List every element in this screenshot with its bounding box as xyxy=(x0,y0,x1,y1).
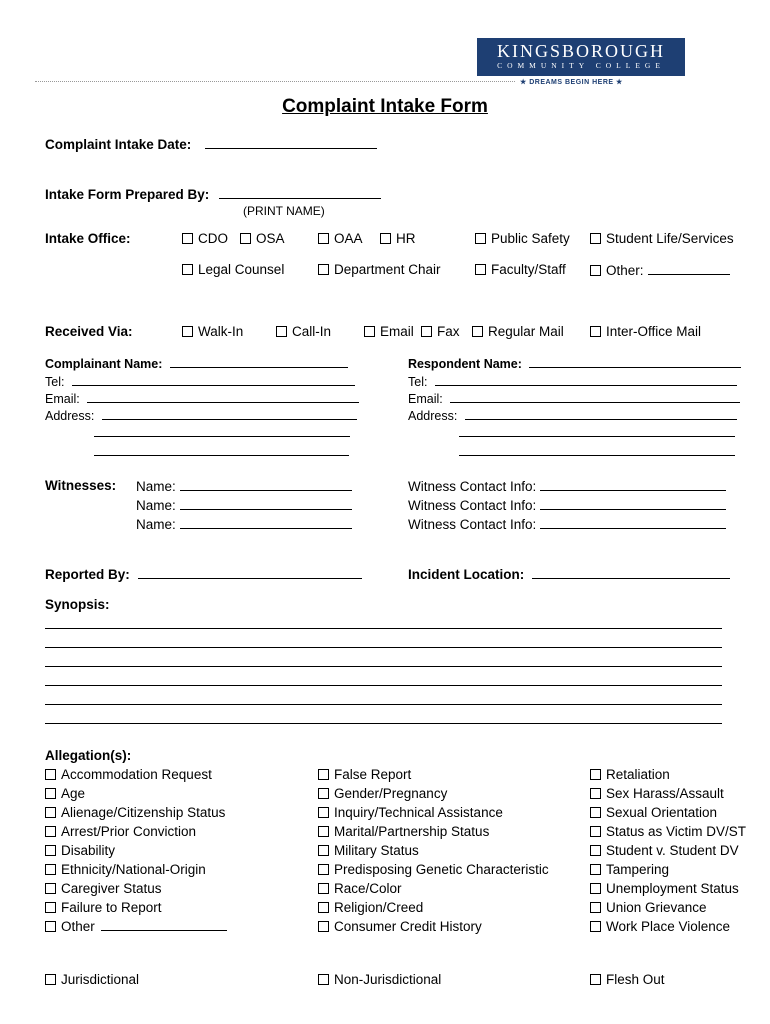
complainant-name-row xyxy=(45,355,348,371)
respondent-name-row xyxy=(408,355,741,371)
allegation-checkbox[interactable]: Arrest/Prior Conviction xyxy=(45,822,227,841)
allegation-checkbox[interactable]: Predisposing Genetic Characteristic xyxy=(318,860,549,879)
checkbox-icon xyxy=(318,921,329,932)
synopsis-line-1[interactable] xyxy=(45,628,722,629)
prepared-by-label: Intake Form Prepared By: xyxy=(45,187,210,202)
checkbox-icon xyxy=(590,974,601,985)
complainant-email-field[interactable] xyxy=(87,390,359,403)
checkbox-icon xyxy=(45,845,56,856)
logo-subtitle: COMMUNITY COLLEGE xyxy=(497,61,665,70)
checkbox-icon xyxy=(590,902,601,913)
complainant-tel-field[interactable] xyxy=(72,373,355,386)
complainant-address-label: Address: xyxy=(45,409,95,423)
checkbox-icon xyxy=(318,769,329,780)
jurisdictional-checkbox[interactable]: Jurisdictional xyxy=(45,972,139,987)
intake-date-field[interactable] xyxy=(205,136,377,149)
intake-office-label: Intake Office: xyxy=(45,231,131,246)
respondent-address-field[interactable] xyxy=(465,407,737,420)
office-dept-chair-checkbox[interactable]: Department Chair xyxy=(318,262,441,277)
checkbox-icon xyxy=(240,233,251,244)
complainant-tel-label: Tel: xyxy=(45,375,65,389)
checkbox-icon xyxy=(590,845,601,856)
incident-location-row xyxy=(408,566,730,582)
checkbox-icon xyxy=(590,883,601,894)
allegation-checkbox[interactable]: Military Status xyxy=(318,841,549,860)
checkbox-icon xyxy=(45,807,56,818)
respondent-email-field[interactable] xyxy=(450,390,740,403)
checkbox-icon xyxy=(380,233,391,244)
allegation-checkbox[interactable]: Tampering xyxy=(590,860,746,879)
allegation-checkbox[interactable]: Disability xyxy=(45,841,227,860)
allegation-checkbox[interactable]: Accommodation Request xyxy=(45,765,227,784)
received-via-label: Received Via: xyxy=(45,324,133,339)
respondent-tel-row xyxy=(408,373,737,389)
allegation-checkbox[interactable]: Work Place Violence xyxy=(590,917,746,936)
respondent-name-label: Respondent Name: xyxy=(408,357,522,371)
checkbox-icon xyxy=(590,233,601,244)
via-callin-checkbox[interactable]: Call-In xyxy=(276,324,331,339)
complainant-address-row xyxy=(45,407,357,423)
witness-name-field-2[interactable] xyxy=(180,497,352,510)
checkbox-icon xyxy=(318,845,329,856)
checkbox-icon xyxy=(318,788,329,799)
office-other-checkbox[interactable]: Other: xyxy=(590,262,730,278)
reported-by-field[interactable] xyxy=(138,566,362,579)
via-fax-checkbox[interactable]: Fax xyxy=(421,324,460,339)
checkbox-icon xyxy=(318,883,329,894)
checkbox-icon xyxy=(318,974,329,985)
allegations-column-2 xyxy=(318,765,549,936)
allegation-checkbox[interactable]: Gender/Pregnancy xyxy=(318,784,549,803)
checkbox-icon xyxy=(45,902,56,913)
respondent-tel-label: Tel: xyxy=(408,375,428,389)
incident-location-label: Incident Location: xyxy=(408,567,525,582)
allegation-checkbox[interactable]: Sexual Orientation xyxy=(590,803,746,822)
checkbox-icon xyxy=(590,807,601,818)
complainant-name-field[interactable] xyxy=(170,355,348,368)
respondent-name-field[interactable] xyxy=(529,355,741,368)
checkbox-icon xyxy=(318,826,329,837)
non-jurisdictional-checkbox[interactable]: Non-Jurisdictional xyxy=(318,972,441,987)
checkbox-icon xyxy=(276,326,287,337)
respondent-address-label: Address: xyxy=(408,409,458,423)
office-student-life-checkbox[interactable]: Student Life/Services xyxy=(590,231,734,246)
respondent-tel-field[interactable] xyxy=(435,373,737,386)
college-logo xyxy=(477,38,685,76)
checkbox-icon xyxy=(45,769,56,780)
checkbox-icon xyxy=(472,326,483,337)
synopsis-line-6[interactable] xyxy=(45,723,722,724)
respondent-address-line-2[interactable] xyxy=(459,424,735,437)
witness-name-field-1[interactable] xyxy=(180,478,352,491)
allegations-column-3 xyxy=(590,765,746,936)
allegation-checkbox[interactable]: Consumer Credit History xyxy=(318,917,549,936)
checkbox-icon xyxy=(590,265,601,276)
witness-contact-field-3[interactable] xyxy=(540,516,726,529)
via-interoffice-checkbox[interactable]: Inter-Office Mail xyxy=(590,324,701,339)
print-name-hint: (PRINT NAME) xyxy=(243,204,325,218)
office-oaa-checkbox[interactable]: OAA xyxy=(318,231,363,246)
allegation-other-field[interactable] xyxy=(101,918,227,931)
checkbox-icon xyxy=(590,826,601,837)
synopsis-line-4[interactable] xyxy=(45,685,722,686)
checkbox-icon xyxy=(590,921,601,932)
checkbox-icon xyxy=(182,326,193,337)
allegation-checkbox[interactable]: Retaliation xyxy=(590,765,746,784)
complainant-email-row xyxy=(45,390,359,406)
synopsis-label: Synopsis: xyxy=(45,597,110,612)
respondent-email-label: Email: xyxy=(408,392,443,406)
checkbox-icon xyxy=(590,326,601,337)
synopsis-line-2[interactable] xyxy=(45,647,722,648)
witness-name-field-3[interactable] xyxy=(180,516,352,529)
checkbox-icon xyxy=(182,264,193,275)
allegation-checkbox[interactable]: Religion/Creed xyxy=(318,898,549,917)
checkbox-icon xyxy=(45,974,56,985)
allegation-checkbox[interactable]: Alienage/Citizenship Status xyxy=(45,803,227,822)
page-title: Complaint Intake Form xyxy=(282,96,488,117)
via-email-checkbox[interactable]: Email xyxy=(364,324,414,339)
via-regular-mail-checkbox[interactable]: Regular Mail xyxy=(472,324,564,339)
allegation-checkbox[interactable]: Unemployment Status xyxy=(590,879,746,898)
witness-name-row-2: Name: xyxy=(136,497,352,513)
complainant-tel-row xyxy=(45,373,355,389)
allegation-checkbox[interactable]: Race/Color xyxy=(318,879,549,898)
checkbox-icon xyxy=(318,233,329,244)
office-other-field[interactable] xyxy=(648,262,730,275)
checkbox-icon xyxy=(590,769,601,780)
reported-by-row xyxy=(45,566,362,582)
prepared-by-row xyxy=(45,186,381,202)
checkbox-icon xyxy=(45,864,56,875)
office-osa-checkbox[interactable]: OSA xyxy=(240,231,285,246)
respondent-email-row xyxy=(408,390,740,406)
complainant-address-line-2[interactable] xyxy=(94,424,350,437)
checkbox-icon xyxy=(318,864,329,875)
synopsis-line-3[interactable] xyxy=(45,666,722,667)
allegation-checkbox[interactable]: Other xyxy=(45,917,227,936)
office-hr-checkbox[interactable]: HR xyxy=(380,231,416,246)
intake-date-label: Complaint Intake Date: xyxy=(45,137,192,152)
checkbox-icon xyxy=(45,921,56,932)
witnesses-label: Witnesses: xyxy=(45,478,117,493)
checkbox-icon xyxy=(318,807,329,818)
incident-location-field[interactable] xyxy=(532,566,730,579)
witness-name-row-3: Name: xyxy=(136,516,352,532)
checkbox-icon xyxy=(45,883,56,894)
checkbox-icon xyxy=(421,326,432,337)
allegation-checkbox[interactable]: Ethnicity/National-Origin xyxy=(45,860,227,879)
witness-name-row-1: Name: xyxy=(136,478,352,494)
allegations-column-1 xyxy=(45,765,227,936)
logo-name: KINGSBOROUGH xyxy=(496,41,665,61)
via-walkin-checkbox[interactable]: Walk-In xyxy=(182,324,243,339)
header-rule xyxy=(35,81,515,82)
office-public-safety-checkbox[interactable]: Public Safety xyxy=(475,231,570,246)
witness-contact-row-2: Witness Contact Info: xyxy=(408,497,726,513)
reported-by-label: Reported By: xyxy=(45,567,130,582)
checkbox-icon xyxy=(45,788,56,799)
complainant-email-label: Email: xyxy=(45,392,80,406)
flesh-out-checkbox[interactable]: Flesh Out xyxy=(590,972,665,987)
allegations-label: Allegation(s): xyxy=(45,748,132,763)
office-faculty-checkbox[interactable]: Faculty/Staff xyxy=(475,262,566,277)
allegation-checkbox[interactable]: False Report xyxy=(318,765,549,784)
complainant-address-field[interactable] xyxy=(102,407,357,420)
allegation-checkbox[interactable]: Union Grievance xyxy=(590,898,746,917)
witness-contact-row-1: Witness Contact Info: xyxy=(408,478,726,494)
respondent-address-line-3[interactable] xyxy=(459,443,735,456)
allegation-checkbox[interactable]: Sex Harass/Assault xyxy=(590,784,746,803)
checkbox-icon xyxy=(318,902,329,913)
checkbox-icon xyxy=(475,264,486,275)
allegation-checkbox[interactable]: Failure to Report xyxy=(45,898,227,917)
checkbox-icon xyxy=(318,264,329,275)
checkbox-icon xyxy=(182,233,193,244)
allegation-checkbox[interactable]: Inquiry/Technical Assistance xyxy=(318,803,549,822)
complainant-address-line-3[interactable] xyxy=(94,443,349,456)
allegation-checkbox[interactable]: Student v. Student DV xyxy=(590,841,746,860)
witness-contact-field-2[interactable] xyxy=(540,497,726,510)
complainant-name-label: Complainant Name: xyxy=(45,357,163,371)
synopsis-line-5[interactable] xyxy=(45,704,722,705)
checkbox-icon xyxy=(45,826,56,837)
intake-date-row xyxy=(45,136,377,152)
office-cdo-checkbox[interactable]: CDO xyxy=(182,231,228,246)
allegation-checkbox[interactable]: Status as Victim DV/ST xyxy=(590,822,746,841)
office-legal-checkbox[interactable]: Legal Counsel xyxy=(182,262,284,277)
checkbox-icon xyxy=(590,788,601,799)
logo-tagline: ★ DREAMS BEGIN HERE ★ xyxy=(520,79,623,86)
witness-contact-row-3: Witness Contact Info: xyxy=(408,516,726,532)
checkbox-icon xyxy=(364,326,375,337)
witness-contact-field-1[interactable] xyxy=(540,478,726,491)
respondent-address-row xyxy=(408,407,737,423)
allegation-checkbox[interactable]: Marital/Partnership Status xyxy=(318,822,549,841)
prepared-by-field[interactable] xyxy=(219,186,381,199)
allegation-checkbox[interactable]: Age xyxy=(45,784,227,803)
checkbox-icon xyxy=(590,864,601,875)
checkbox-icon xyxy=(475,233,486,244)
allegation-checkbox[interactable]: Caregiver Status xyxy=(45,879,227,898)
